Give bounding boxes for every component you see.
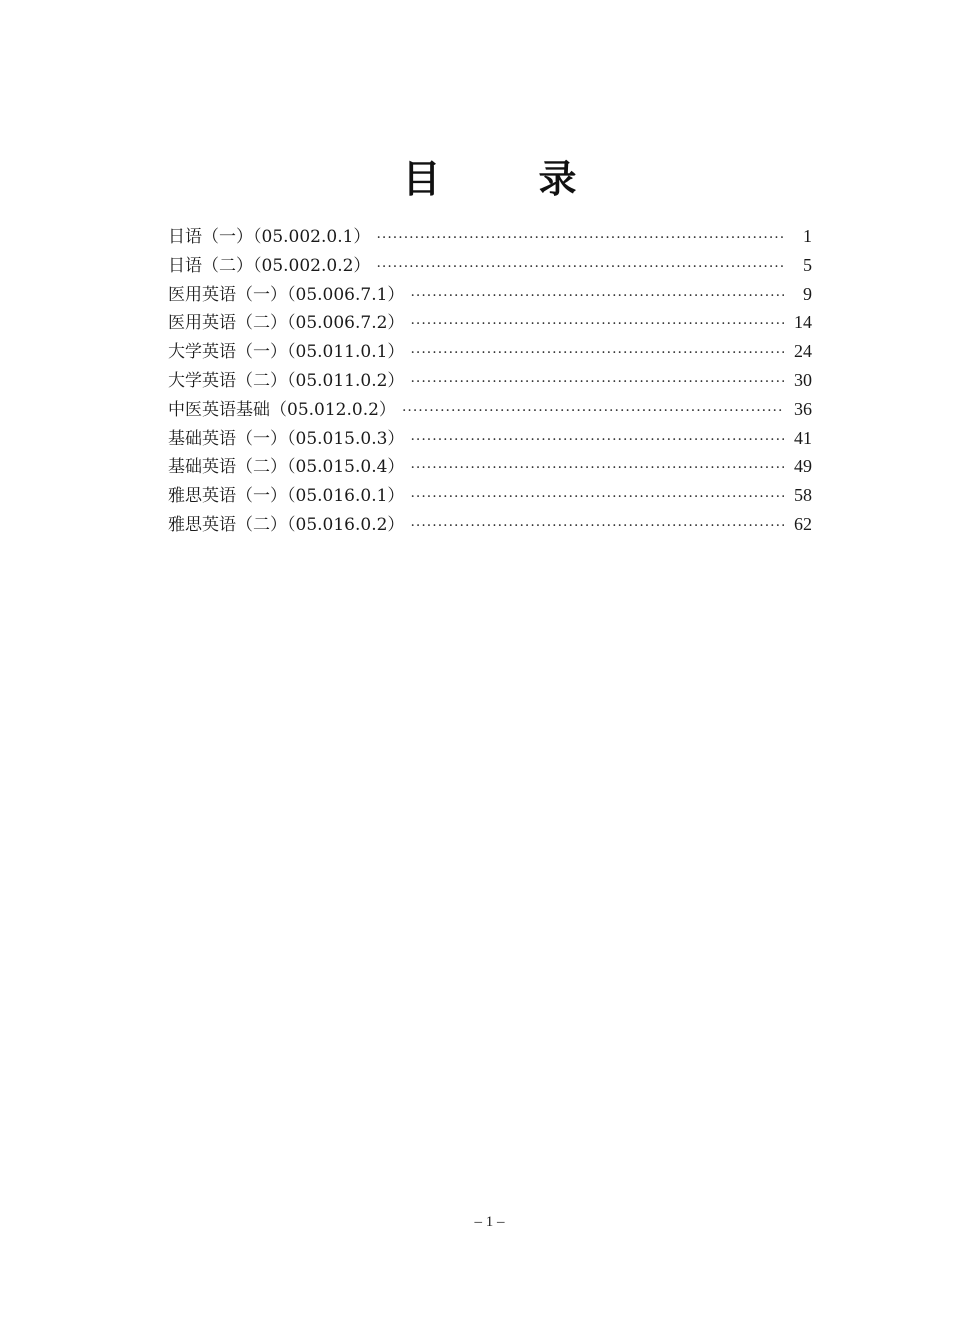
toc-entry-page: 5 [803,254,812,275]
toc-entry-title: 基础英语（一）（05.015.0.3） [168,428,405,449]
toc-entry[interactable] [168,337,812,366]
toc-dot-leader [376,253,784,282]
toc-entry-page: 62 [794,513,812,534]
toc-entry[interactable] [168,251,812,280]
toc-entry-title: 雅思英语（一）（05.016.0.1） [168,486,405,507]
toc-dot-leader [410,368,784,397]
toc-entry-page: 41 [794,427,812,448]
toc-entry-title: 基础英语（二）（05.015.0.4） [168,457,405,478]
toc-dot-leader [410,426,784,455]
toc-entry-title: 中医英语基础（05.012.0.2） [168,399,396,420]
toc-entry-page: 9 [803,283,812,304]
toc-entry-page: 36 [794,398,812,419]
toc-entry[interactable] [168,308,812,337]
toc-entry-title: 医用英语（二）（05.006.7.2） [168,313,405,334]
toc-dot-leader [410,483,784,512]
toc-entry-title: 雅思英语（二）（05.016.0.2） [168,514,405,535]
page-number: – 1 – [474,1214,505,1230]
toc-dot-leader [410,310,784,339]
toc-entry-title: 大学英语（一）（05.011.0.1） [168,342,405,363]
toc-entry-page: 14 [794,312,812,333]
toc-entry-page: 24 [794,341,812,362]
toc-entry-page: 30 [794,369,812,390]
toc-dot-leader [402,397,784,426]
toc-entry-page: 1 [803,226,812,246]
toc-entry[interactable] [168,510,812,539]
toc-dot-leader [410,512,784,541]
toc-dot-leader [410,282,784,311]
toc-entry-title: 日语（一）（05.002.0.1） [168,227,371,247]
toc-entry-page: 58 [794,485,812,506]
toc-entry[interactable] [168,395,812,424]
toc-entry[interactable] [168,280,812,309]
table-of-contents [168,222,812,539]
toc-entry-title: 日语（二）（05.002.0.2） [168,255,371,276]
toc-entry-title: 大学英语（二）（05.011.0.2） [168,370,405,391]
toc-entry[interactable] [168,366,812,395]
toc-dot-leader [410,339,784,368]
toc-entry[interactable] [168,424,812,453]
toc-entry[interactable] [168,452,812,481]
toc-dot-leader [376,224,784,253]
page-title: 目 录 [402,157,607,201]
toc-entry[interactable] [168,222,812,251]
toc-entry[interactable] [168,481,812,510]
toc-dot-leader [410,454,784,483]
toc-entry-page: 49 [794,456,812,477]
toc-entry-title: 医用英语（一）（05.006.7.1） [168,284,405,305]
